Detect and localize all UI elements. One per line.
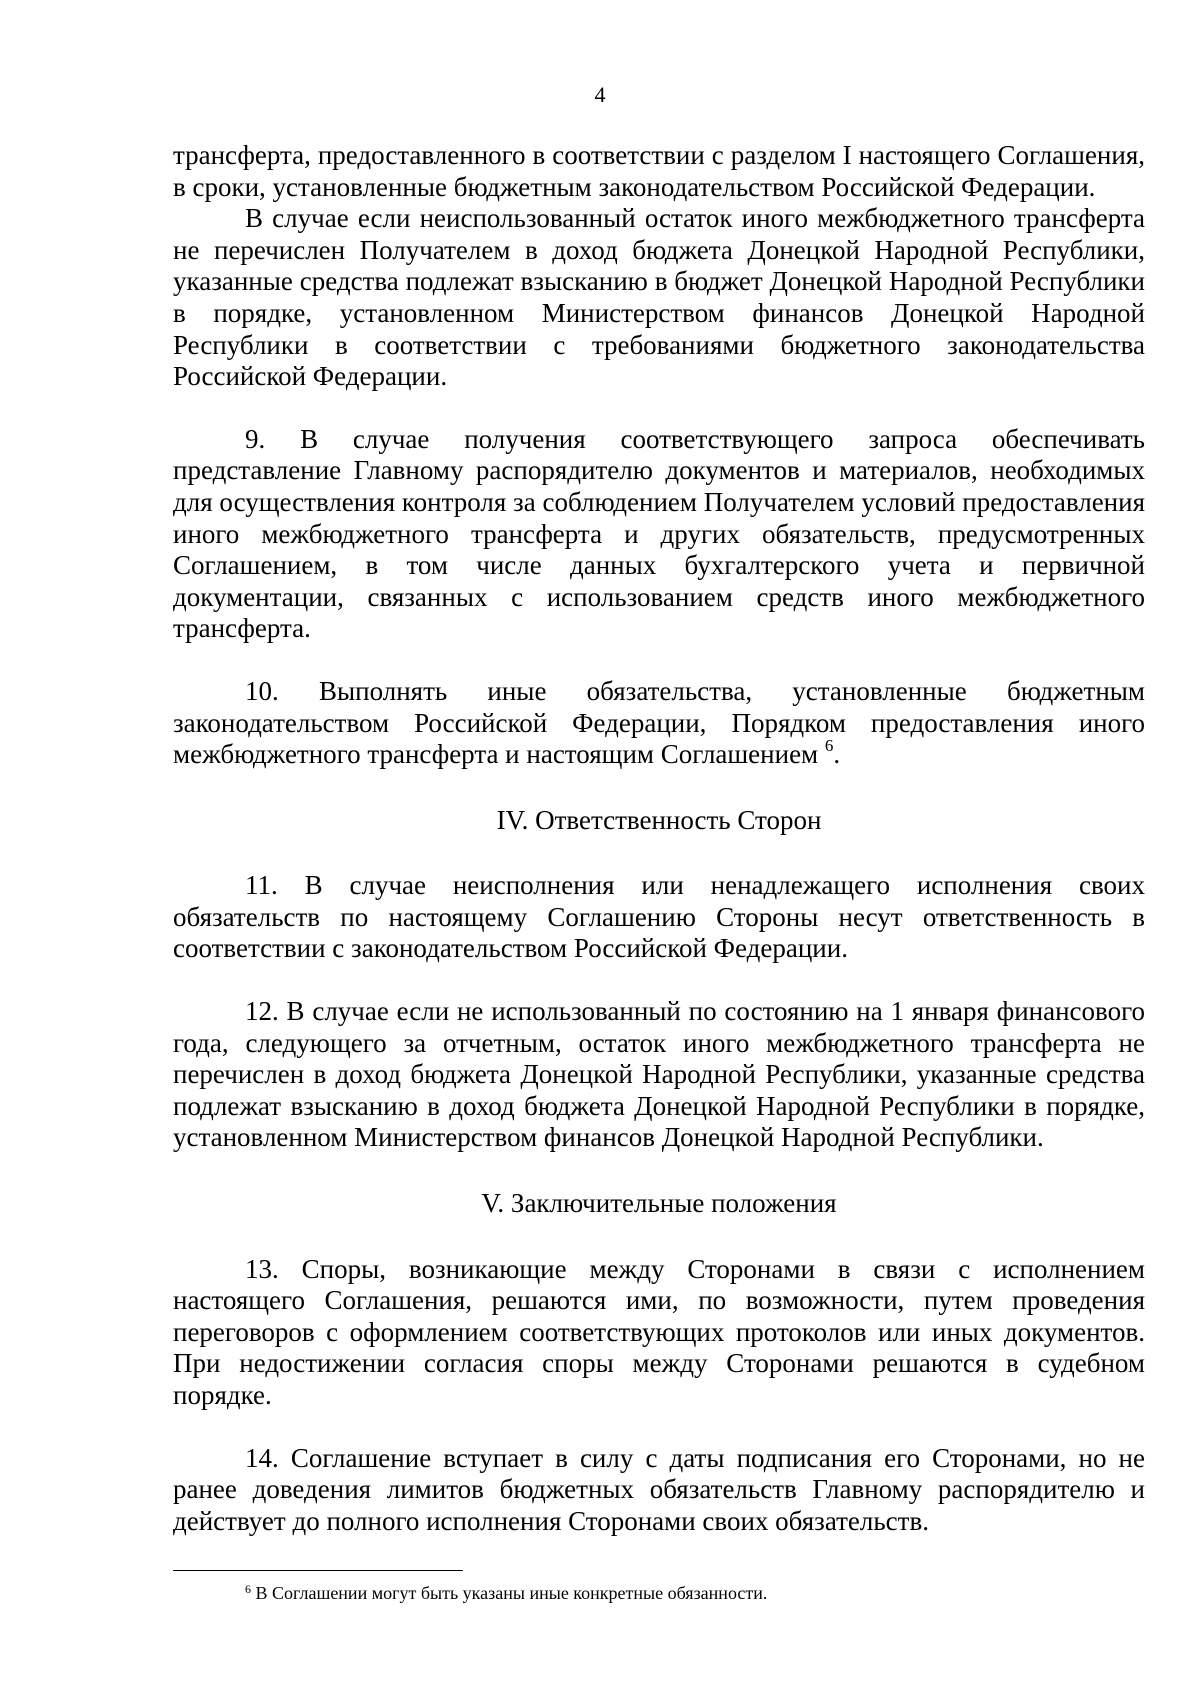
paragraph-item-13: 13. Споры, возникающие между Сторонами в связи с исполнением настоящего Соглашения, решаются ими, по возможности, путем проведения переговоров с оформлением соответствующих протоколов или иных документов. При недостижении согласия споры между Сторонами решаются в судебном порядке. xyxy=(173,1253,1145,1410)
section-heading-final-provisions: V. Заключительные положения xyxy=(481,1188,837,1219)
footnote-text: В Соглашении могут быть указаны иные конкретные обязанности. xyxy=(251,1583,768,1603)
paragraph-continuation: трансферта, предоставленного в соответствии с разделом I настоящего Соглашения, в сроки, установленные бюджетным законодательством Российской Федерации. xyxy=(173,140,1145,202)
paragraph-item-10-end: . xyxy=(833,739,841,770)
footnote-divider xyxy=(173,1570,463,1571)
document-body xyxy=(173,140,1145,1537)
paragraph-item-9: 9. В случае получения соответствующего запроса обеспечивать представление Главному распорядителю документов и материалов, необходимых для осуществления контроля за соблюдением Получателем условий предоставления иного межбюджетного трансферта и других обязательств, предусмотренных Соглашением, в том числе данных бухгалтерского учета и первичной документации, связанных с использованием средств иного межбюджетного трансферта. xyxy=(173,423,1145,644)
page-number: 4 xyxy=(594,82,606,107)
paragraph-item-12: 12. В случае если не использованный по состоянию на 1 января финансового года, следующего за отчетным, остаток иного межбюджетного трансферта не перечислен в доход бюджета Донецкой Народной Республики, указанные средства подлежат взысканию в доход бюджета Донецкой Народной Республики в порядке, установленном Министерством финансов Донецкой Народной Республики. xyxy=(173,996,1145,1153)
paragraph-item-10-text: 10. Выполнять иные обязательства, установленные бюджетным законодательством Российской Федерации, Порядком предоставления иного межбюджетного трансферта и настоящим Соглашением xyxy=(173,675,1145,770)
paragraph-item-14: 14. Соглашение вступает в силу с даты подписания его Сторонами, но не ранее доведения лимитов бюджетных обязательств Главному распорядителю и действует до полного исполнения Сторонами своих обязательств. xyxy=(173,1442,1145,1536)
paragraph-item-11: 11. В случае неисполнения или ненадлежащего исполнения своих обязательств по настоящему Соглашению Стороны несут ответственность в соответствии с законодательством Российской Федерации. xyxy=(173,870,1145,964)
paragraph-unused-balance: В случае если неиспользованный остаток иного межбюджетного трансферта не перечислен Получателем в доход бюджета Донецкой Народной Республики, указанные средства подлежат взысканию в бюджет Донецкой Народной Республики в порядке, установленном Министерством финансов Донецкой Народной Республики в соответствии с требованиями бюджетного законодательства Российской Федерации. xyxy=(173,203,1145,392)
section-heading-responsibility: IV. Ответственность Сторон xyxy=(496,804,822,835)
footnote xyxy=(245,1582,1145,1604)
footnote-reference: 6 xyxy=(824,736,834,756)
footnote-number: 6 xyxy=(245,1582,251,1596)
paragraph-item-10 xyxy=(173,676,1145,771)
